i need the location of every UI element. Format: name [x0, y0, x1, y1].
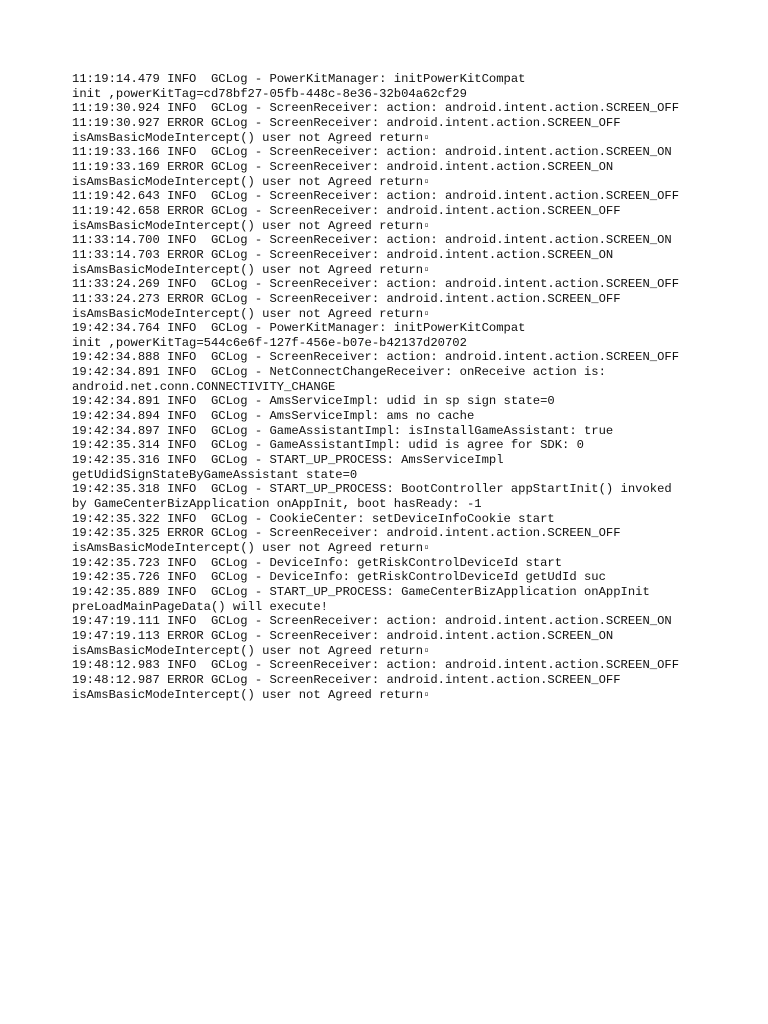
- log-line: 19:47:19.111 INFO GCLog - ScreenReceiver: action: android.intent.action.SCREEN_ON: [72, 614, 672, 629]
- log-line: 19:48:12.987 ERROR GCLog - ScreenReceiver: android.intent.action.SCREEN_OFF: [72, 672, 621, 687]
- log-text-block: [72, 72, 712, 702]
- log-line: isAmsBasicModeIntercept() user not Agreed return▫: [72, 687, 431, 702]
- log-line: 19:42:35.726 INFO GCLog - DeviceInfo: getRiskControlDeviceId getUdId suc: [72, 570, 606, 585]
- log-line: 19:42:35.325 ERROR GCLog - ScreenReceiver: android.intent.action.SCREEN_OFF: [72, 526, 621, 541]
- log-line: 11:19:33.166 INFO GCLog - ScreenReceiver: action: android.intent.action.SCREEN_ON: [72, 145, 672, 160]
- log-line: 11:33:24.273 ERROR GCLog - ScreenReceiver: android.intent.action.SCREEN_OFF: [72, 291, 621, 306]
- log-line: 19:42:34.894 INFO GCLog - AmsServiceImpl: ams no cache: [72, 409, 475, 424]
- log-line: isAmsBasicModeIntercept() user not Agreed return▫: [72, 174, 431, 189]
- log-line: 19:42:35.322 INFO GCLog - CookieCenter: setDeviceInfoCookie start: [72, 511, 555, 526]
- log-line: 11:33:14.700 INFO GCLog - ScreenReceiver: action: android.intent.action.SCREEN_ON: [72, 233, 672, 248]
- log-line: 19:42:34.888 INFO GCLog - ScreenReceiver: action: android.intent.action.SCREEN_OFF: [72, 350, 680, 365]
- log-line: 19:42:34.764 INFO GCLog - PowerKitManager: initPowerKitCompat: [72, 321, 526, 336]
- log-line: 19:42:35.889 INFO GCLog - START_UP_PROCESS: GameCenterBizApplication onAppInit: [72, 584, 650, 599]
- log-line: android.net.conn.CONNECTIVITY_CHANGE: [72, 379, 336, 394]
- log-line: init ,powerKitTag=cd78bf27-05fb-448c-8e36-32b04a62cf29: [72, 86, 467, 101]
- log-line: 11:33:14.703 ERROR GCLog - ScreenReceiver: android.intent.action.SCREEN_ON: [72, 247, 614, 262]
- log-line: 19:42:35.314 INFO GCLog - GameAssistantImpl: udid is agree for SDK: 0: [72, 438, 584, 453]
- log-line: getUdidSignStateByGameAssistant state=0: [72, 467, 358, 482]
- log-line: preLoadMainPageData() will execute!: [72, 599, 328, 614]
- log-line: isAmsBasicModeIntercept() user not Agreed return▫: [72, 541, 431, 555]
- log-line: isAmsBasicModeIntercept() user not Agreed return▫: [72, 643, 431, 658]
- log-line: init ,powerKitTag=544c6e6f-127f-456e-b07e-b42137d20702: [72, 335, 467, 350]
- log-line: 11:19:42.658 ERROR GCLog - ScreenReceiver: android.intent.action.SCREEN_OFF: [72, 203, 621, 218]
- log-line: 19:42:34.891 INFO GCLog - NetConnectChangeReceiver: onReceive action is:: [72, 365, 606, 380]
- log-line: 19:42:35.723 INFO GCLog - DeviceInfo: getRiskControlDeviceId start: [72, 555, 563, 570]
- log-line: isAmsBasicModeIntercept() user not Agreed return▫: [72, 218, 431, 233]
- log-line: 19:42:35.318 INFO GCLog - START_UP_PROCESS: BootController appStartInit() invoked: [72, 482, 672, 497]
- log-line: isAmsBasicModeIntercept() user not Agreed return▫: [72, 130, 431, 145]
- log-line: 19:42:35.316 INFO GCLog - START_UP_PROCESS: AmsServiceImpl: [72, 453, 504, 468]
- log-line: 19:42:34.891 INFO GCLog - AmsServiceImpl: udid in sp sign state=0: [72, 394, 555, 409]
- log-line: 11:19:14.479 INFO GCLog - PowerKitManager: initPowerKitCompat: [72, 72, 526, 86]
- log-line: 11:19:30.927 ERROR GCLog - ScreenReceiver: android.intent.action.SCREEN_OFF: [72, 115, 621, 130]
- log-line: 19:48:12.983 INFO GCLog - ScreenReceiver: action: android.intent.action.SCREEN_OFF: [72, 658, 680, 673]
- log-line: 11:19:30.924 INFO GCLog - ScreenReceiver: action: android.intent.action.SCREEN_OFF: [72, 101, 680, 116]
- log-line: 19:42:34.897 INFO GCLog - GameAssistantImpl: isInstallGameAssistant: true: [72, 423, 614, 438]
- log-line: isAmsBasicModeIntercept() user not Agreed return▫: [72, 262, 431, 277]
- log-line: 11:19:33.169 ERROR GCLog - ScreenReceiver: android.intent.action.SCREEN_ON: [72, 159, 614, 174]
- log-line: 11:19:42.643 INFO GCLog - ScreenReceiver: action: android.intent.action.SCREEN_OFF: [72, 189, 680, 204]
- log-line: by GameCenterBizApplication onAppInit, boot hasReady: -1: [72, 497, 482, 512]
- log-line: isAmsBasicModeIntercept() user not Agreed return▫: [72, 306, 431, 321]
- log-line: 11:33:24.269 INFO GCLog - ScreenReceiver: action: android.intent.action.SCREEN_OFF: [72, 277, 680, 292]
- log-line: 19:47:19.113 ERROR GCLog - ScreenReceiver: android.intent.action.SCREEN_ON: [72, 628, 614, 643]
